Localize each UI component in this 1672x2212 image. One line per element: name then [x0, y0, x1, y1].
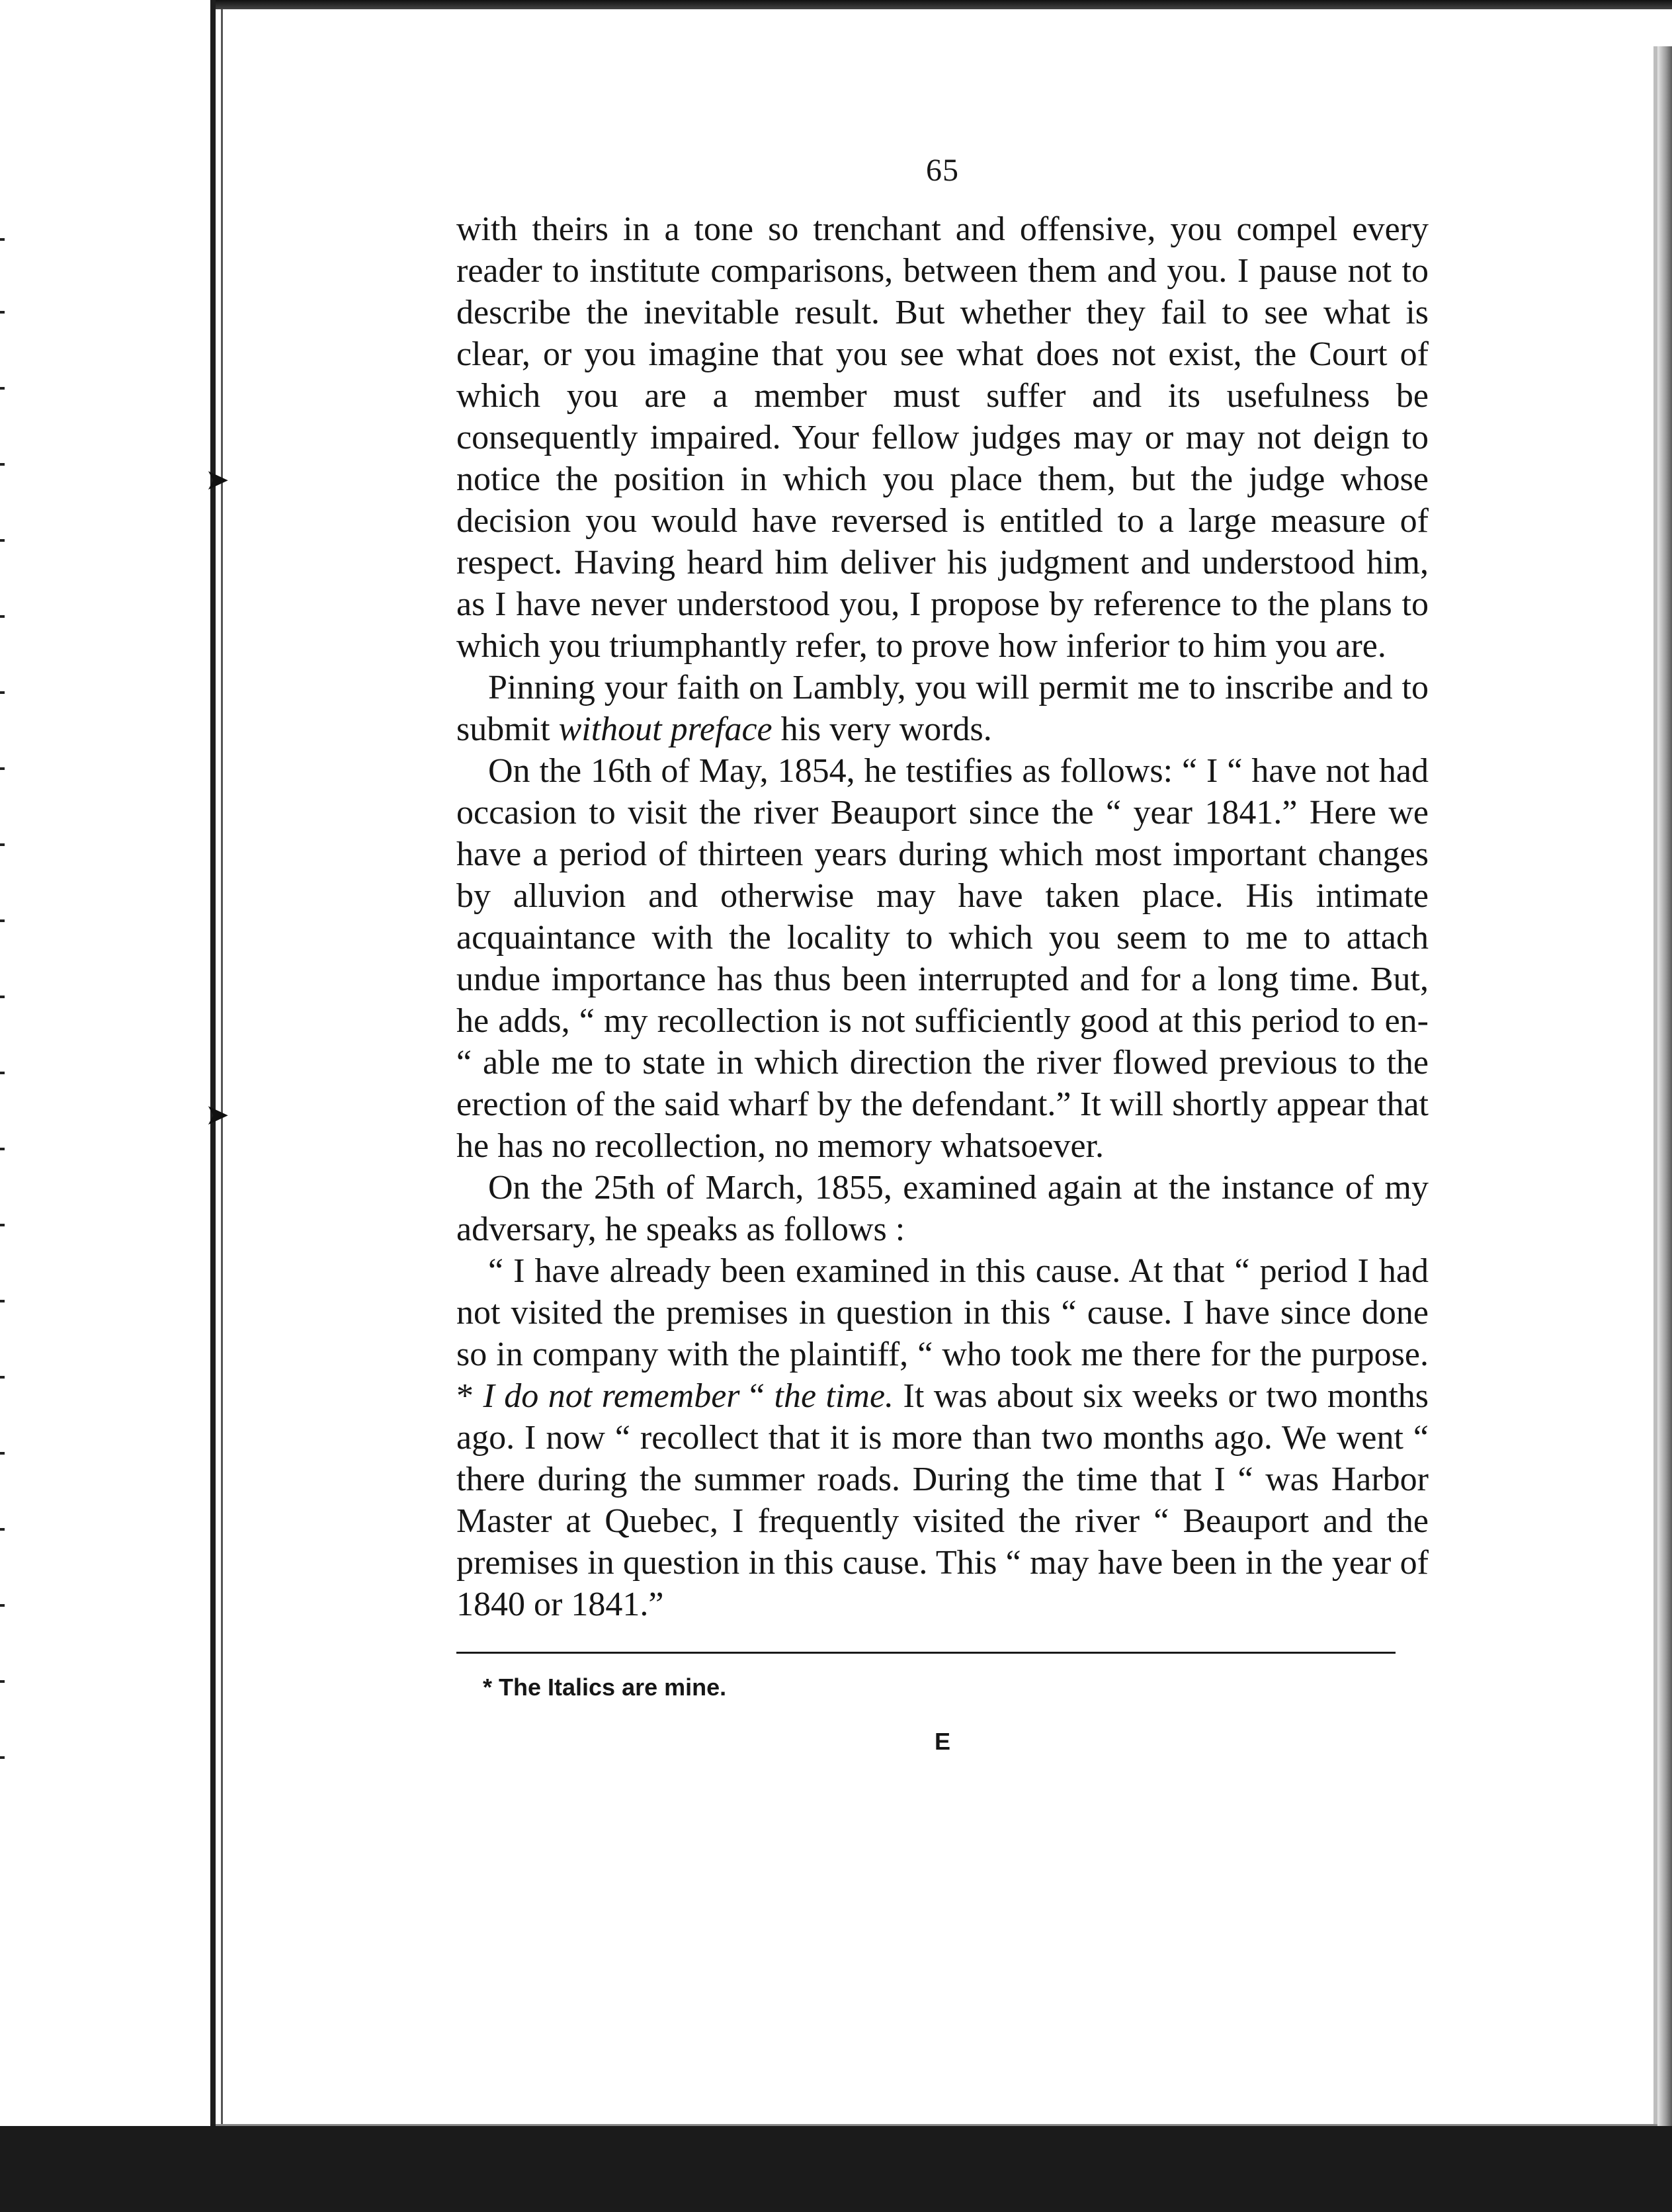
facing-page-margin: [0, 0, 210, 2212]
paragraph: [456, 667, 1429, 750]
text-run: with theirs in a tone so trenchant and offensive, you compel every reader to institute comparisons, between them and you. I pause not to describe the inevitable result. But whether they fail to see what is clear, or you imagine that you see what does not exist, the Court of which you are a member must suffer and its usefulness be consequently impaired. Your fellow judges may or may not deign to notice the position in which you place them, but the judge whose decision you would have reversed is entitled to a large measure of respect. Having heard him deliver his judgment and understood him, as I have never understood you, I propose by reference to the plans to which you triumphantly refer, to prove how inferior to him you are.: [456, 210, 1429, 665]
paragraph: [456, 1250, 1429, 1625]
printed-page: [456, 152, 1429, 1756]
paragraph: [456, 750, 1429, 1167]
signature-mark: E: [934, 1728, 950, 1755]
margin-pointer-mark: ➤: [205, 1098, 230, 1132]
page-gutter-shadow: [221, 0, 223, 2183]
footnote-divider: [456, 1652, 1396, 1654]
paragraph: [456, 1167, 1429, 1250]
book-right-edge: [1657, 46, 1672, 2212]
body-text: [456, 208, 1429, 1625]
scan-top-border: [216, 0, 1672, 9]
italic-text: I do not remember: [483, 1377, 740, 1415]
text-run: his very words.: [772, 710, 992, 748]
page-number: 65: [926, 153, 959, 188]
footnote: * The Italics are mine.: [483, 1674, 727, 1701]
italic-text: without preface: [558, 710, 773, 748]
scan-bottom-border: [0, 2126, 1672, 2212]
paragraph: [456, 208, 1429, 667]
italic-text: the time.: [774, 1377, 894, 1415]
text-run: “ I have already been examined in this cause. At that “ period I had not visited the premises in question in this “ cause. I have since done so in company with the plaintiff, “ who took me there for the purpose. *: [456, 1252, 1429, 1415]
text-run: On the 25th of March, 1855, examined again at the instance of my adversary, he speaks as follows :: [456, 1169, 1429, 1248]
text-run: It was about six weeks or two months ago. I now “ recollect that it is more than two months ago. We went “ there during the summer roads. During the time that I “ was Harbor Master at Quebec, I frequently visited the river “ Beauport and the premises in question in this cause. This “ may have been in the year of 1840 or 1841.”: [456, 1377, 1429, 1623]
text-run: Pinning your faith on Lambly, you will permit me to inscribe and to submit: [456, 669, 1429, 748]
text-run: “: [739, 1377, 774, 1415]
text-run: On the 16th of May, 1854, he testifies as follows: “ I “ have not had occasion to visit the river Beauport since the “ year 1841.” Here we have a period of thirteen years during which most important changes by alluvion and otherwise may have taken place. His intimate acquaintance with the locality to which you seem to me to attach undue importance has thus been interrupted and for a long time. But, he adds, “ my recollection is not sufficiently good at this period to en- “ able me to state in which direction the river flowed previous to the erection of the said wharf by the defendant.” It will shortly appear that he has no recollection, no memory whatsoever.: [456, 752, 1429, 1165]
margin-pointer-mark: ➤: [205, 463, 230, 497]
